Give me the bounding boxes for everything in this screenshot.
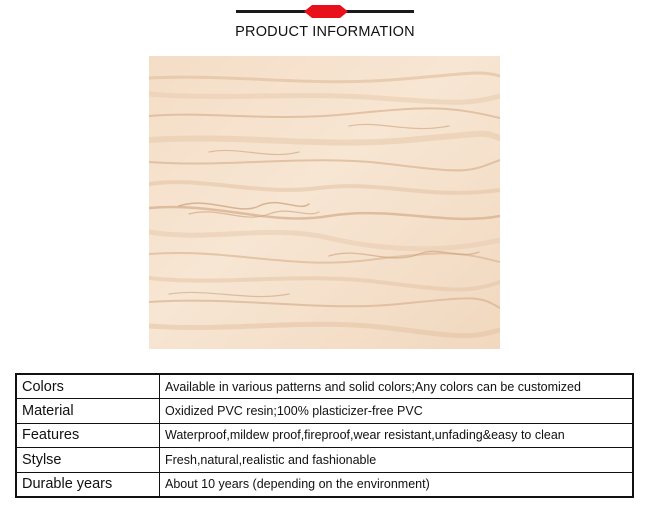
spec-label: Material	[16, 399, 160, 423]
product-image	[149, 56, 500, 349]
table-row	[16, 448, 633, 472]
header-ornament-icon	[304, 4, 348, 19]
table-row	[16, 423, 633, 447]
spec-value: Available in various patterns and solid colors;Any colors can be customized	[160, 374, 634, 399]
table-row	[16, 472, 633, 497]
spec-label: Stylse	[16, 448, 160, 472]
table-row	[16, 374, 633, 399]
spec-label: Colors	[16, 374, 160, 399]
spec-value: Waterproof,mildew proof,fireproof,wear resistant,unfading&easy to clean	[160, 423, 634, 447]
spec-value: Oxidized PVC resin;100% plasticizer-free PVC	[160, 399, 634, 423]
spec-table	[15, 373, 634, 498]
spec-value: About 10 years (depending on the environment)	[160, 472, 634, 497]
table-row	[16, 399, 633, 423]
spec-value: Fresh,natural,realistic and fashionable	[160, 448, 634, 472]
section-title: PRODUCT INFORMATION	[235, 24, 415, 40]
wood-texture	[149, 56, 500, 349]
spec-label: Durable years	[16, 472, 160, 497]
spec-label: Features	[16, 423, 160, 447]
